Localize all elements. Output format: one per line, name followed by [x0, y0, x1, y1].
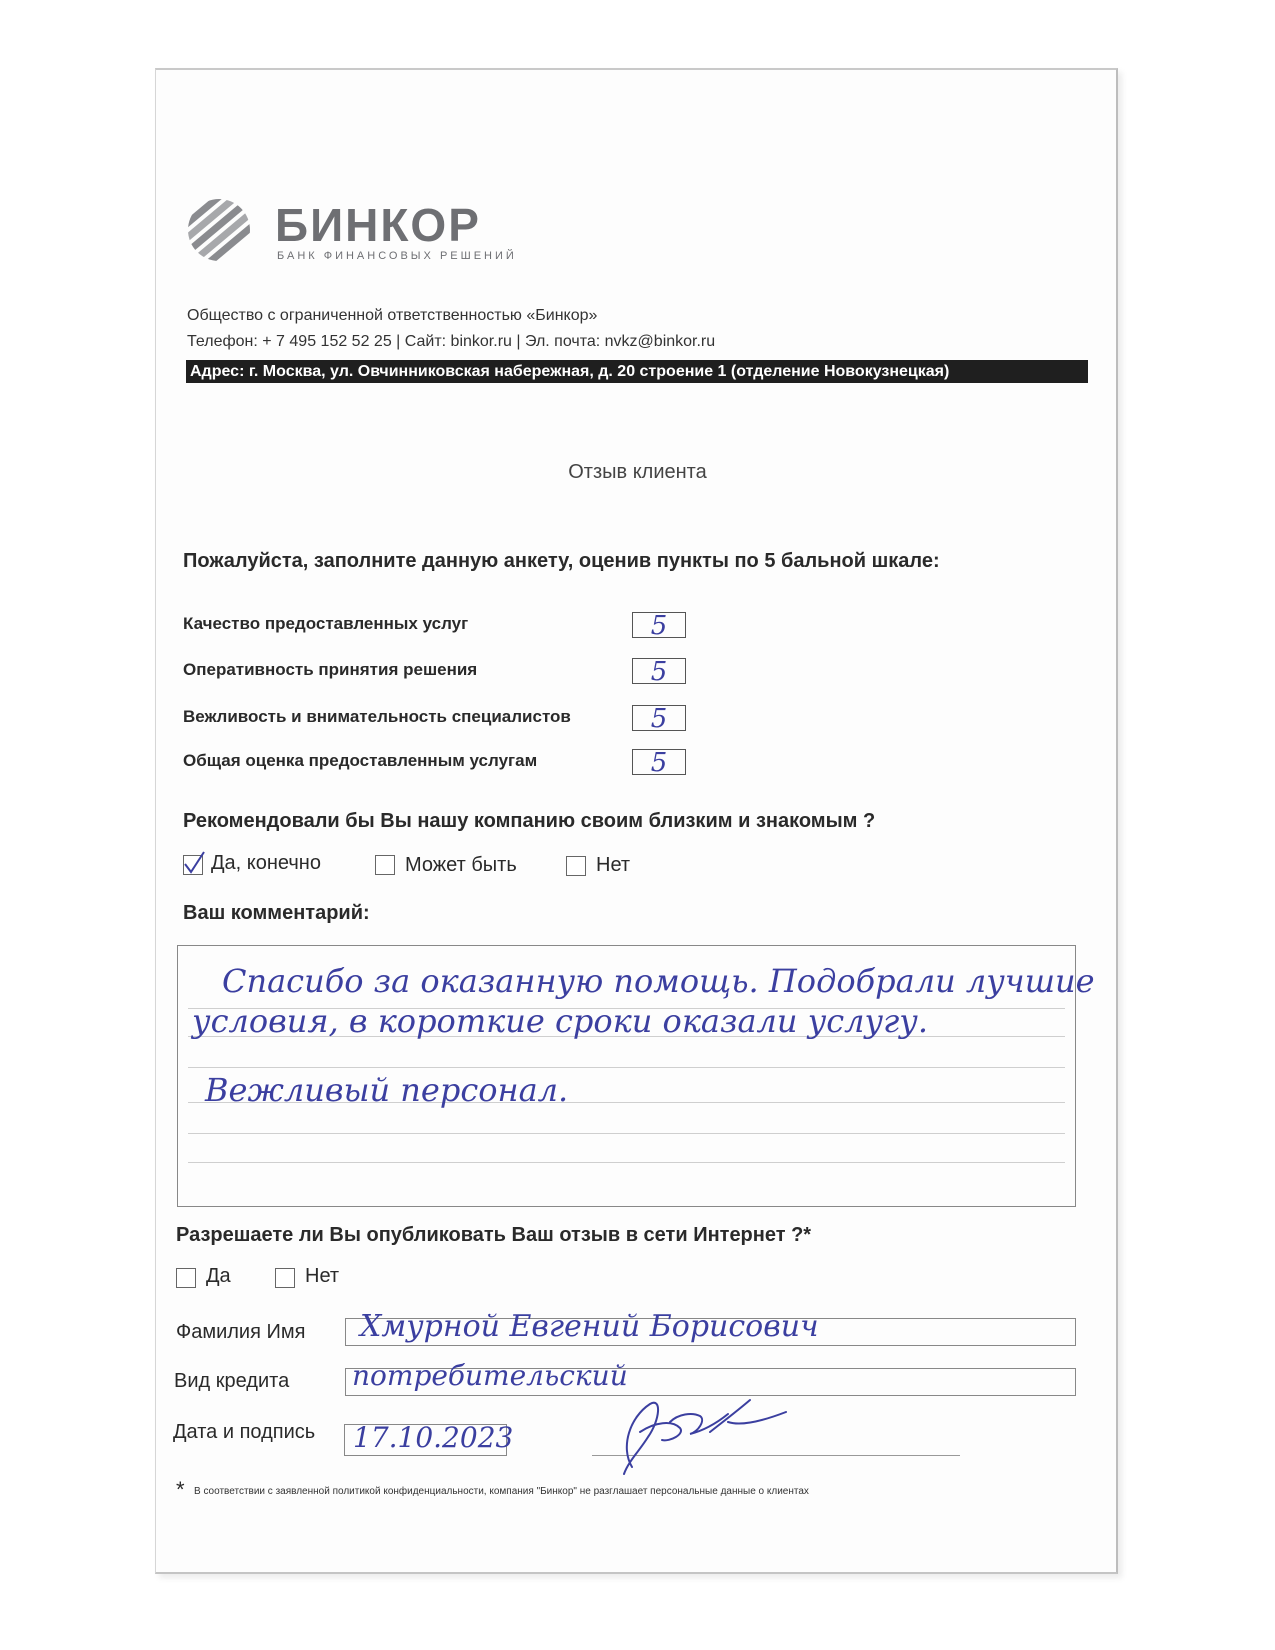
company-name: Общество с ограниченной ответственностью «Бинкор»	[187, 307, 598, 324]
recommend-no-checkbox[interactable]	[566, 856, 586, 876]
footnote-star: *	[176, 1477, 185, 1502]
brand-tagline: БАНК ФИНАНСОВЫХ РЕШЕНИЙ	[277, 250, 517, 262]
publish-yes-label: Да	[206, 1265, 231, 1287]
comment-line-1: Спасибо за оказанную помощь. Подобрали лучшие	[222, 962, 1095, 1000]
publish-no-checkbox[interactable]	[275, 1268, 295, 1288]
company-contacts: Телефон: + 7 495 152 52 25 | Сайт: binkor.ru | Эл. почта: nvkz@binkor.ru	[187, 333, 716, 350]
binkor-logo-icon	[187, 197, 251, 263]
checkmark-icon	[182, 850, 208, 876]
credit-type-value: потребительский	[352, 1359, 628, 1392]
credit-type-label: Вид кредита	[174, 1370, 290, 1392]
publish-no-label: Нет	[305, 1265, 340, 1287]
name-label: Фамилия Имя	[176, 1321, 306, 1343]
date-field[interactable]	[344, 1421, 514, 1456]
company-address-bar: Адрес: г. Москва, ул. Овчинниковская набережная, д. 20 строение 1 (отделение Новокузнецкая)	[186, 360, 1088, 383]
rating-score-speed[interactable]: 5	[632, 658, 686, 684]
publish-question: Разрешаете ли Вы опубликовать Ваш отзыв в сети Интернет ?*	[176, 1224, 812, 1246]
rating-label-quality: Качество предоставленных услуг	[183, 614, 469, 633]
name-field[interactable]	[345, 1309, 1076, 1346]
recommend-yes-label: Да, конечно	[211, 852, 321, 874]
comment-line-3: Вежливый персонал.	[205, 1071, 569, 1109]
rating-label-speed: Оперативность принятия решения	[183, 660, 478, 679]
publish-yes-checkbox[interactable]	[176, 1268, 196, 1288]
name-value: Хмурной Евгений Борисович	[360, 1309, 819, 1344]
rating-label-overall: Общая оценка предоставленным услугам	[183, 751, 538, 770]
recommend-maybe-label: Может быть	[405, 854, 517, 876]
rating-score-quality[interactable]: 5	[632, 612, 686, 638]
rating-score-overall[interactable]: 5	[632, 749, 686, 775]
form-title: Отзыв клиента	[568, 461, 707, 483]
comment-line-2: условия, в короткие сроки оказали услугу.	[192, 1002, 929, 1040]
recommend-yes-checkbox[interactable]	[183, 855, 203, 875]
privacy-footnote: В соответствии с заявленной политикой конфиденциальности, компания "Бинкор" не разглашает персональные данные о клиентах	[194, 1486, 809, 1497]
date-signature-label: Дата и подпись	[173, 1421, 316, 1443]
rating-instruction: Пожалуйста, заполните данную анкету, оценив пункты по 5 бальной шкале:	[183, 550, 940, 572]
rating-label-politeness: Вежливость и внимательность специалистов	[183, 707, 571, 726]
signature-icon	[610, 1392, 790, 1477]
recommend-maybe-checkbox[interactable]	[375, 855, 395, 875]
date-value: 17.10.2023	[353, 1421, 514, 1454]
recommend-question: Рекомендовали бы Вы нашу компанию своим близким и знакомым ?	[183, 810, 876, 832]
recommend-no-label: Нет	[596, 854, 631, 876]
comment-label: Ваш комментарий:	[183, 902, 370, 924]
rating-score-politeness[interactable]: 5	[632, 705, 686, 731]
brand-name: БИНКОР	[275, 199, 481, 251]
